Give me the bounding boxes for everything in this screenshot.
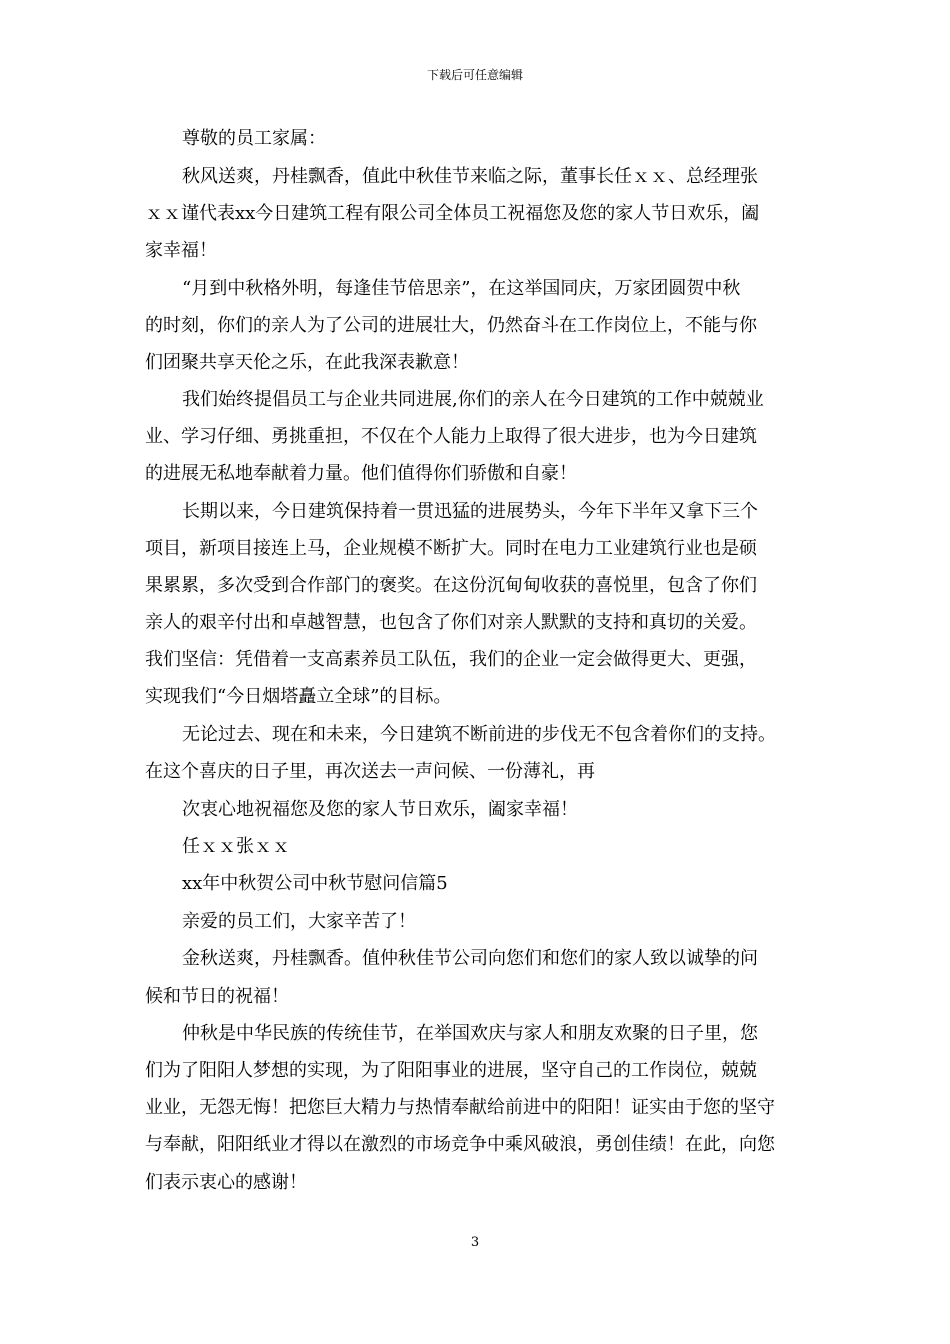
text-line: 次衷心地祝福您及您的家人节日欢乐，阖家幸福！	[182, 799, 578, 820]
section-title: xx年中秋贺公司中秋节慰问信篇5	[182, 873, 448, 894]
text-line: 项目，新项目接连上马，企业规模不断扩大。同时在电力工业建筑行业也是硕	[145, 538, 757, 559]
signature-line: 任ｘｘ张ｘｘ	[182, 836, 290, 857]
text-line: 金秋送爽，丹桂飘香。值仲秋佳节公司向您们和您们的家人致以诚挚的问	[182, 948, 758, 969]
text-line: 我们始终提倡员工与企业共同进展,你们的亲人在今日建筑的工作中兢兢业	[182, 389, 764, 410]
text-line: 业、学习仔细、勇挑重担，不仅在个人能力上取得了很大进步，也为今日建筑	[145, 426, 757, 447]
text-line: 的进展无私地奉献着力量。他们值得你们骄傲和自豪！	[145, 463, 577, 484]
greeting-line: 亲爱的员工们，大家辛苦了！	[182, 911, 416, 932]
text-line: 果累累，多次受到合作部门的褒奖。在这份沉甸甸收获的喜悦里，包含了你们	[145, 575, 757, 596]
text-line: 秋风送爽，丹桂飘香，值此中秋佳节来临之际，董事长任ｘｘ、总经理张	[182, 166, 758, 187]
text-line: 们表示衷心的感谢！	[145, 1172, 307, 1193]
header-note: 下载后可任意编辑	[426, 68, 523, 82]
text-line: 仲秋是中华民族的传统佳节，在举国欢庆与家人和朋友欢聚的日子里，您	[182, 1023, 758, 1044]
text-line: “月到中秋格外明，每逢佳节倍思亲”，在这举国同庆，万家团圆贺中秋	[182, 278, 741, 299]
text-line: 我们坚信：凭借着一支高素养员工队伍，我们的企业一定会做得更大、更强，	[145, 649, 757, 670]
page-number: 3	[470, 1235, 480, 1250]
text-line: 实现我们“今日烟塔矗立全球”的目标。	[145, 686, 452, 707]
text-line: 们为了阳阳人梦想的实现，为了阳阳事业的进展，坚守自己的工作岗位，兢兢	[145, 1060, 757, 1081]
text-line: 亲人的艰辛付出和卓越智慧，也包含了你们对亲人默默的支持和真切的关爱。	[145, 612, 757, 633]
text-line: 在这个喜庆的日子里，再次送去一声问候、一份薄礼，再	[145, 761, 595, 782]
text-line: 的时刻，你们的亲人为了公司的进展壮大，仍然奋斗在工作岗位上，不能与你	[145, 315, 757, 336]
text-line: 家幸福！	[145, 240, 217, 261]
text-line: 们团聚共享天伦之乐，在此我深表歉意！	[145, 352, 469, 373]
text-line: 尊敬的员工家属：	[182, 128, 326, 149]
text-line: 与奉献，阳阳纸业才得以在激烈的市场竞争中乘风破浪，勇创佳绩！在此，向您	[145, 1134, 775, 1155]
text-line: ｘｘ谨代表xx今日建筑工程有限公司全体员工祝福您及您的家人节日欢乐，阖	[145, 203, 760, 224]
text-line: 长期以来，今日建筑保持着一贯迅猛的进展势头，今年下半年又拿下三个	[182, 501, 758, 522]
text-line: 候和节日的祝福！	[145, 986, 289, 1007]
text-line: 业业，无怨无悔！把您巨大精力与热情奉献给前进中的阳阳！证实由于您的坚守	[145, 1097, 775, 1118]
text-line: 无论过去、现在和未来，今日建筑不断前进的步伐无不包含着你们的支持。	[182, 724, 776, 745]
